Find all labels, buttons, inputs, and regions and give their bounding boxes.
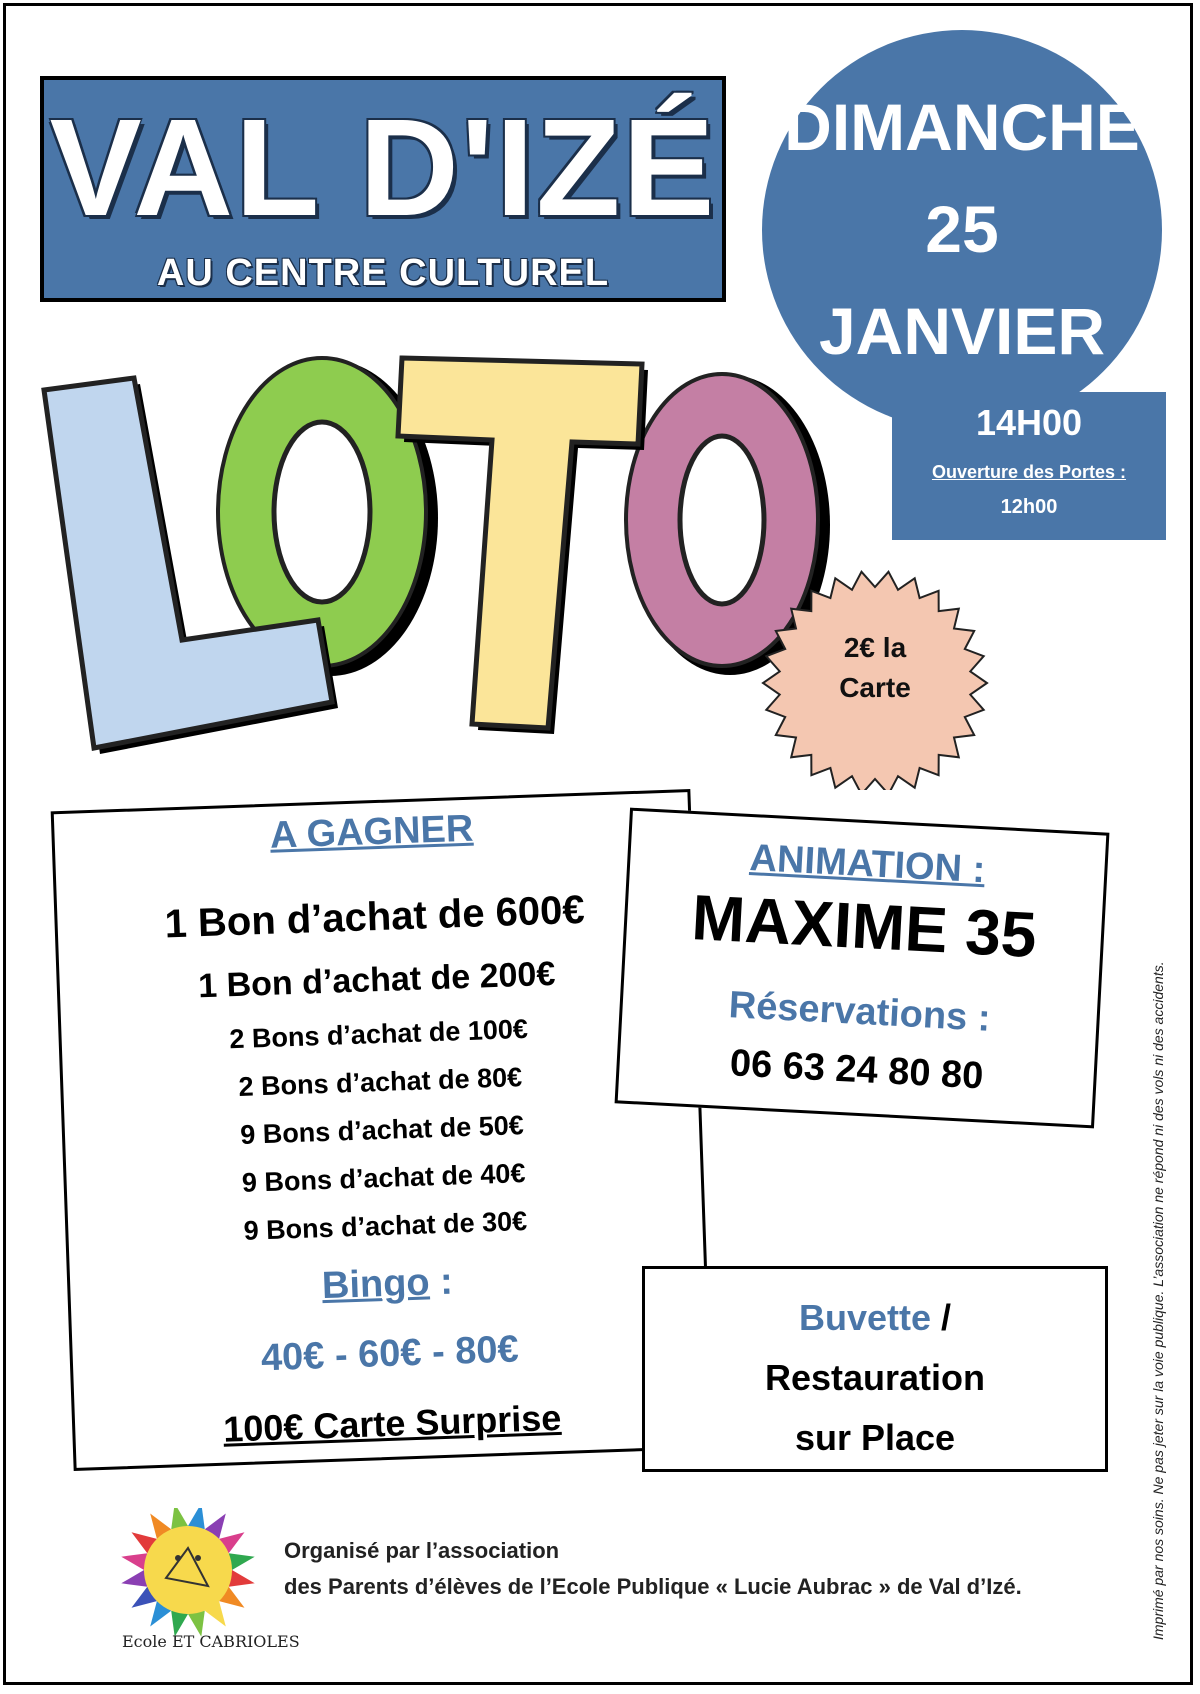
logo-ray: [229, 1570, 255, 1587]
buvette-line: [645, 1297, 1105, 1339]
prizes-heading: A GAGNER: [269, 807, 474, 857]
animation-panel: [615, 808, 1110, 1129]
prize-item: 1 Bon d’achat de 600€: [163, 887, 586, 947]
restauration-line: Restauration: [764, 1357, 986, 1398]
buvette-slash: /: [931, 1297, 952, 1338]
logo-ray: [229, 1553, 255, 1570]
animator-name: MAXIME 35: [690, 881, 1039, 972]
prizes-panel: [51, 789, 714, 1471]
prize-item: 2 Bons d’achat de 80€: [238, 1062, 523, 1102]
logo-caption: Ecole ET CABRIOLES: [122, 1632, 300, 1651]
date-month: JANVIER: [818, 294, 1106, 368]
start-time: 14H00: [975, 402, 1083, 443]
price-line1: 2€ la: [843, 632, 907, 663]
bingo-colon: :: [428, 1260, 454, 1304]
doors-label: Ouverture des Portes :: [931, 462, 1127, 482]
reservations-label: Réservations :: [727, 984, 992, 1040]
prize-item: 9 Bons d’achat de 30€: [243, 1206, 528, 1246]
town-title: VAL D'IZÉ: [49, 91, 717, 245]
logo-ray: [121, 1553, 147, 1570]
prize-item: 9 Bons d’achat de 40€: [241, 1158, 526, 1198]
legal-disclaimer: Imprimé par nos soins. Ne pas jeter sur la voie publique. L’association ne répond ni des vols ni des accidents.: [1150, 961, 1166, 1640]
loto-graphic: [0, 0, 1200, 790]
buvette-panel: [642, 1266, 1108, 1472]
card-price: [795, 628, 955, 708]
venue-subtitle: AU CENTRE CULTUREL: [156, 252, 610, 294]
date-number: 25: [925, 192, 999, 266]
organizer-line1: Organisé par l’association: [284, 1538, 560, 1563]
animation-heading: ANIMATION :: [748, 837, 987, 892]
doors-time: 12h00: [1000, 496, 1058, 518]
prize-item: 2 Bons d’achat de 100€: [228, 1013, 529, 1055]
bingo-word: Bingo: [321, 1261, 431, 1308]
price-line2: Carte: [839, 672, 911, 703]
date-day: DIMANCHE: [784, 90, 1140, 164]
sur-place-line: sur Place: [794, 1417, 956, 1458]
organizer-line2: des Parents d’élèves de l’Ecole Publique « Lucie Aubrac » de Val d’Izé.: [284, 1574, 1022, 1599]
surprise-card: 100€ Carte Surprise: [222, 1396, 562, 1450]
prize-item: 1 Bon d’achat de 200€: [197, 954, 556, 1006]
bingo-label: [70, 1252, 705, 1317]
buvette-word: Buvette: [798, 1297, 931, 1338]
bingo-values: 40€ - 60€ - 80€: [260, 1328, 520, 1380]
prize-item: 9 Bons d’achat de 50€: [239, 1110, 525, 1150]
logo-ray: [121, 1570, 147, 1587]
phone-number: 06 63 24 80 80: [728, 1042, 985, 1098]
